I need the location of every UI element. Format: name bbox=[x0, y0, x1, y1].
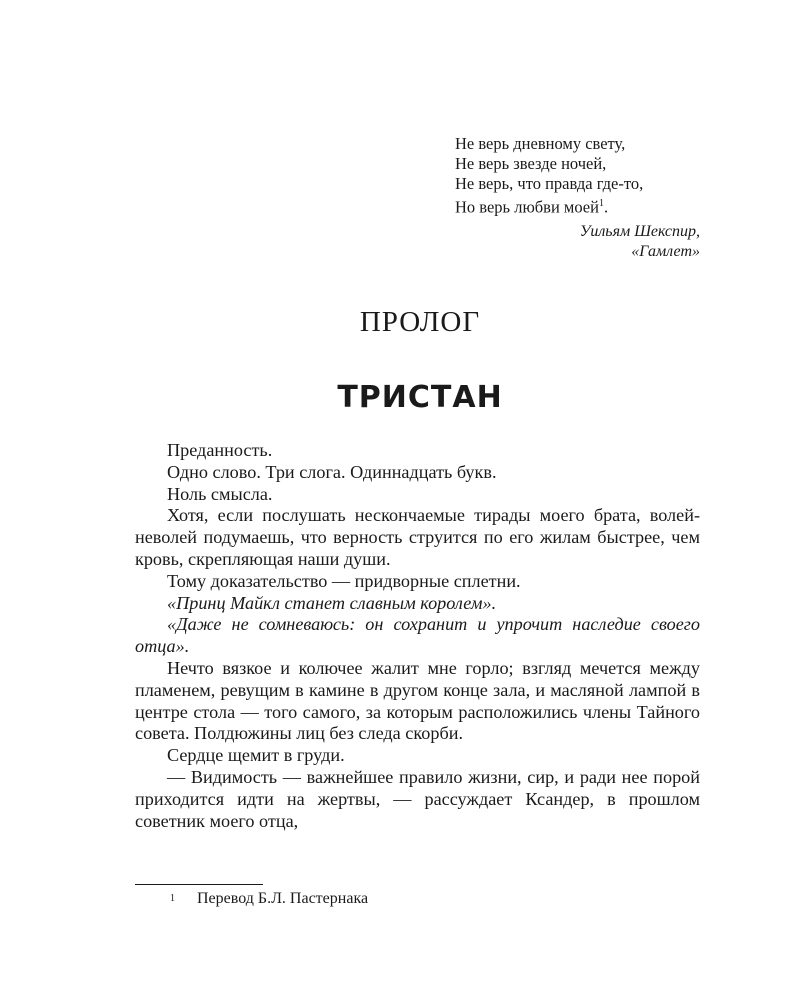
epigraph-line: Не верь, что правда где-то, bbox=[455, 174, 644, 193]
epigraph-attribution bbox=[455, 222, 700, 262]
paragraph-quote: «Даже не сомневаюсь: он сохранит и упрочит наследие своего отца». bbox=[135, 614, 700, 657]
epigraph-line: Не верь звезде ночей, bbox=[455, 154, 607, 173]
epigraph-line-text: Но верь любви моей bbox=[455, 197, 599, 217]
body-text bbox=[135, 440, 700, 832]
footnote-divider bbox=[135, 884, 263, 885]
footnote-text: Перевод Б.Л. Пастернака bbox=[197, 890, 369, 907]
prologue-heading: ПРОЛОГ bbox=[359, 306, 481, 338]
epigraph-line: Но верь любви моей$^1$. bbox=[455, 197, 609, 217]
paragraph: Тому доказательство — придворные сплетни. bbox=[167, 570, 521, 591]
epigraph-work: «Гамлет» bbox=[631, 243, 700, 260]
footnote-mark: 1 bbox=[170, 893, 175, 904]
footnote bbox=[170, 889, 368, 909]
paragraph: Хотя, если послушать нескончаемые тирады моего брата, волей-неволей подумаешь, что верность струится по его жилам быстрее, чем кровь, скрепляющая наши души. bbox=[135, 505, 700, 569]
epigraph-line: Не верь дневному свету, bbox=[455, 134, 626, 153]
paragraph: Нечто вязкое и колючее жалит мне горло; взгляд мечется между пламенем, ревущим в камине в другом конце зала, и масляной лампой в центре стола — того самого, за которым расположились члены Тайного совета. Полдюжины лиц без следа скорби. bbox=[135, 657, 700, 744]
epigraph bbox=[455, 134, 705, 218]
epigraph-author: Уильям Шекспир, bbox=[579, 223, 700, 240]
footnote-reference: 1 bbox=[598, 198, 604, 209]
paragraph: Преданность. bbox=[167, 440, 273, 460]
paragraph: Ноль смысла. bbox=[167, 483, 273, 504]
paragraph: Одно слово. Три слога. Одиннадцать букв. bbox=[167, 461, 497, 482]
paragraph-quote: «Принц Майкл станет славным королем». bbox=[167, 592, 497, 613]
chapter-heading: ТРИСТАН bbox=[337, 380, 503, 415]
paragraph: — Видимость — важнейшее правило жизни, сир, и ради нее порой приходится идти на жертвы, — рассуждает Ксандер, в прошлом советник моего отца, bbox=[135, 766, 700, 831]
paragraph: Сердце щемит в груди. bbox=[167, 745, 345, 766]
